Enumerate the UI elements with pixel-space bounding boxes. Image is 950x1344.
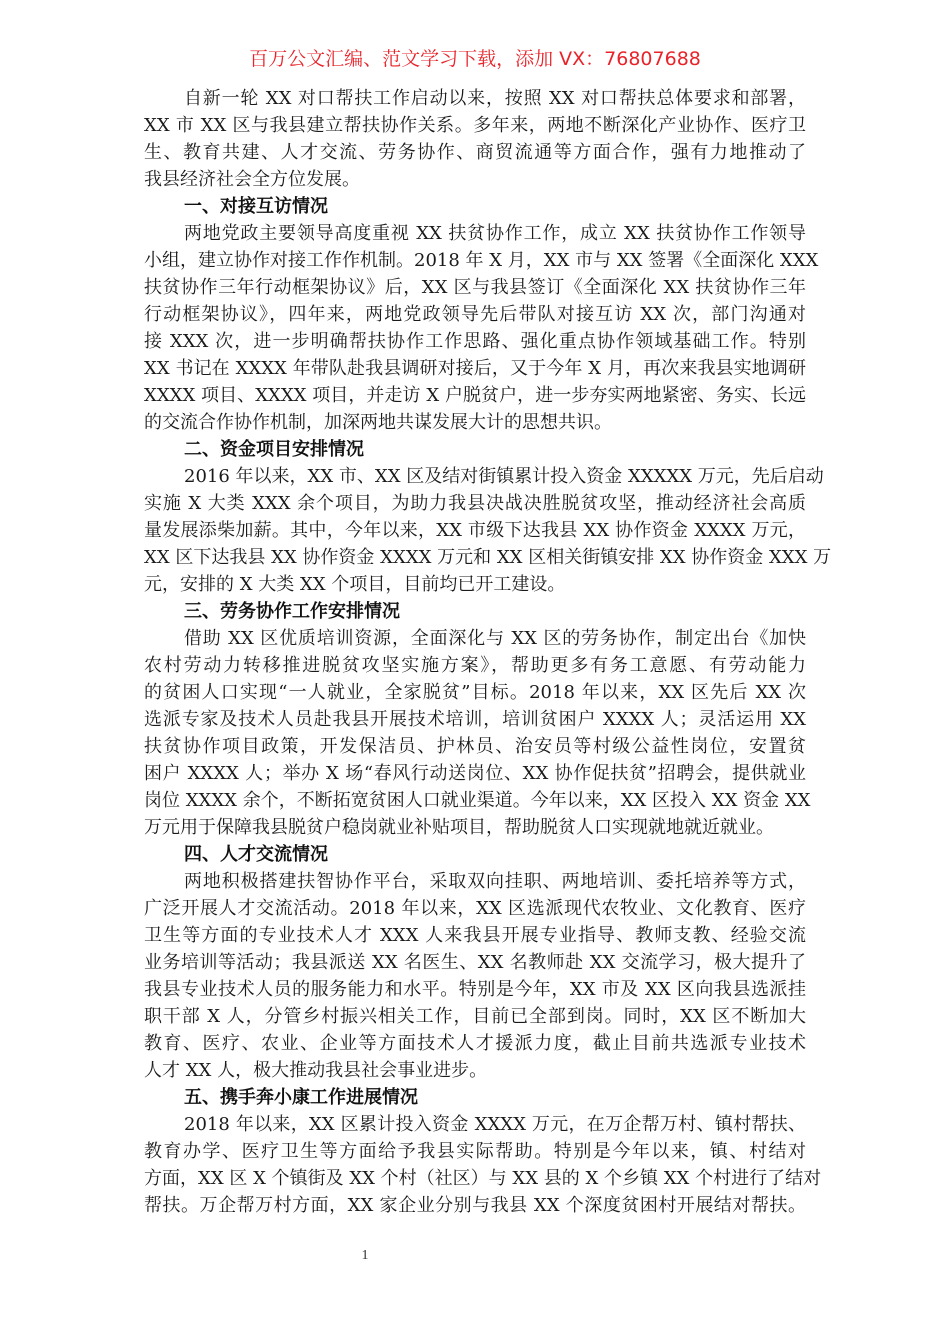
paragraph-line: 2018 年以来，XX 区累计投入资金 XXXX 万元，在万企帮万村、镇村帮扶、 [184,1114,806,1135]
section-talent-exchange [144,841,806,1084]
document-body [144,85,832,1219]
paragraph-line: 实施 X 大类 XXX 余个项目，为助力我县决战决胜脱贫攻坚，推动经济社会高质 [144,493,806,514]
paragraph-line: 扶贫协作项目政策，开发保洁员、护林员、治安员等村级公益性岗位，安置贫 [144,736,806,757]
paragraph-line: 我县专业技术人员的服务能力和水平。特别是今年，XX 市及 XX 区向我县选派挂 [144,979,806,1000]
paragraph-line: 职干部 X 人，分管乡村振兴相关工作，目前已全部到岗。同时，XX 区不断加大 [144,1006,806,1027]
paragraph-line: 2016 年以来，XX 市、XX 区及结对街镇累计投入资金 XXXXX 万元，先后启动 [184,466,824,487]
paragraph-line: 农村劳动力转移推进脱贫攻坚实施方案》，帮助更多有务工意愿、有劳动能力 [144,655,806,676]
paragraph-line: XX 市 XX 区与我县建立帮扶协作关系。多年来，两地不断深化产业协作、医疗卫 [144,115,806,136]
paragraph-line: 方面，XX 区 X 个镇街及 XX 个村（社区）与 XX 县的 X 个乡镇 XX 个村进行了结对 [144,1168,822,1189]
paragraph-line: 借助 XX 区优质培训资源，全面深化与 XX 区的劳务协作，制定出台《加快 [184,628,806,649]
paragraph-line: 两地积极搭建扶智协作平台，采取双向挂职、两地培训、委托培养等方式， [184,871,806,892]
paragraph-line: 选派专家及技术人员赴我县开展技术培训，培训贫困户 XXXX 人；灵活运用 XX [144,709,806,730]
section-heading: 四、人才交流情况 [184,844,328,865]
section-heading: 二、资金项目安排情况 [184,439,364,460]
paragraph-line: 自新一轮 XX 对口帮扶工作启动以来，按照 XX 对口帮扶总体要求和部署， [184,88,806,109]
paragraph-line: 我县经济社会全方位发展。 [144,169,360,190]
section-labor-cooperation [144,598,811,841]
paragraph-line: 帮扶。万企帮万村方面，XX 家企业分别与我县 XX 个深度贫困村开展结对帮扶。 [144,1195,806,1216]
paragraph-line: 生、教育共建、人才交流、劳务协作、商贸流通等方面合作，强有力地推动了 [144,142,806,163]
paragraph-line: 万元用于保障我县脱贫户稳岗就业补贴项目，帮助脱贫人口实现就地就近就业。 [144,817,774,838]
section-heading: 五、携手奔小康工作进展情况 [184,1087,418,1108]
paragraph-line: 岗位 XXXX 余个，不断拓宽贫困人口就业渠道。今年以来，XX 区投入 XX 资金 XX [144,790,811,811]
paragraph-line: XXXX 项目、XXXX 项目，并走访 X 户脱贫户，进一步夯实两地紧密、务实、长远 [144,385,806,406]
paragraph-line: 卫生等方面的专业技术人才 XXX 人来我县开展专业指导、教师支教、经验交流 [144,925,806,946]
page-number: 1 [361,1248,369,1263]
paragraph-line: 业务培训等活动；我县派送 XX 名医生、XX 名教师赴 XX 交流学习，极大提升了 [144,952,806,973]
paragraph-line: 行动框架协议》，四年来，两地党政领导先后带队对接互访 XX 次，部门沟通对 [144,304,806,325]
paragraph-line: 教育、医疗、农业、企业等方面技术人才援派力度，截止目前共选派专业技术 [144,1033,806,1054]
intro-paragraph [144,85,806,193]
paragraph-line: 元，安排的 X 大类 XX 个项目，目前均已开工建设。 [144,574,566,595]
paragraph-line: 扶贫协作三年行动框架协议》后，XX 区与我县签订《全面深化 XX 扶贫协作三年 [144,277,806,298]
section-heading: 三、劳务协作工作安排情况 [184,601,400,622]
paragraph-line: 的贫困人口实现“一人就业，全家脱贫”目标。2018 年以来，XX 区先后 XX 次 [144,682,806,703]
paragraph-line: 困户 XXXX 人；举办 X 场“春风行动送岗位、XX 协作促扶贫”招聘会，提供就业 [144,763,806,784]
paragraph-line: 教育办学、医疗卫生等方面给予我县实际帮助。特别是今年以来，镇、村结对 [144,1141,806,1162]
watermark-banner: 百万公文汇编、范文学习下载，添加 VX：76807688 [249,48,701,70]
paragraph-line: XX 书记在 XXXX 年带队赴我县调研对接后，又于今年 X 月，再次来我县实地调研 [144,358,806,379]
paragraph-line: 接 XXX 次，进一步明确帮扶协作工作思路、强化重点协作领域基础工作。特别 [144,331,806,352]
section-funding-projects [144,436,832,598]
paragraph-line: 两地党政主要领导高度重视 XX 扶贫协作工作，成立 XX 扶贫协作工作领导 [184,223,806,244]
paragraph-line: 量发展添柴加薪。其中，今年以来，XX 市级下达我县 XX 协作资金 XXXX 万元， [144,520,806,541]
paragraph-line: 的交流合作协作机制，加深两地共谋发展大计的思想共识。 [144,412,612,433]
paragraph-line: XX 区下达我县 XX 协作资金 XXXX 万元和 XX 区相关街镇安排 XX 协作资金 XXX 万 [144,547,832,568]
section-heading: 一、对接互访情况 [184,196,328,217]
section-xiaokang-progress [144,1084,822,1219]
section-exchange-visits [144,193,819,436]
paragraph-line: 广泛开展人才交流活动。2018 年以来，XX 区选派现代农牧业、文化教育、医疗 [144,898,806,919]
paragraph-line: 人才 XX 人，极大推动我县社会事业进步。 [144,1060,488,1081]
paragraph-line: 小组，建立协作对接工作作机制。2018 年 X 月，XX 市与 XX 签署《全面深化 XXX [144,250,819,271]
